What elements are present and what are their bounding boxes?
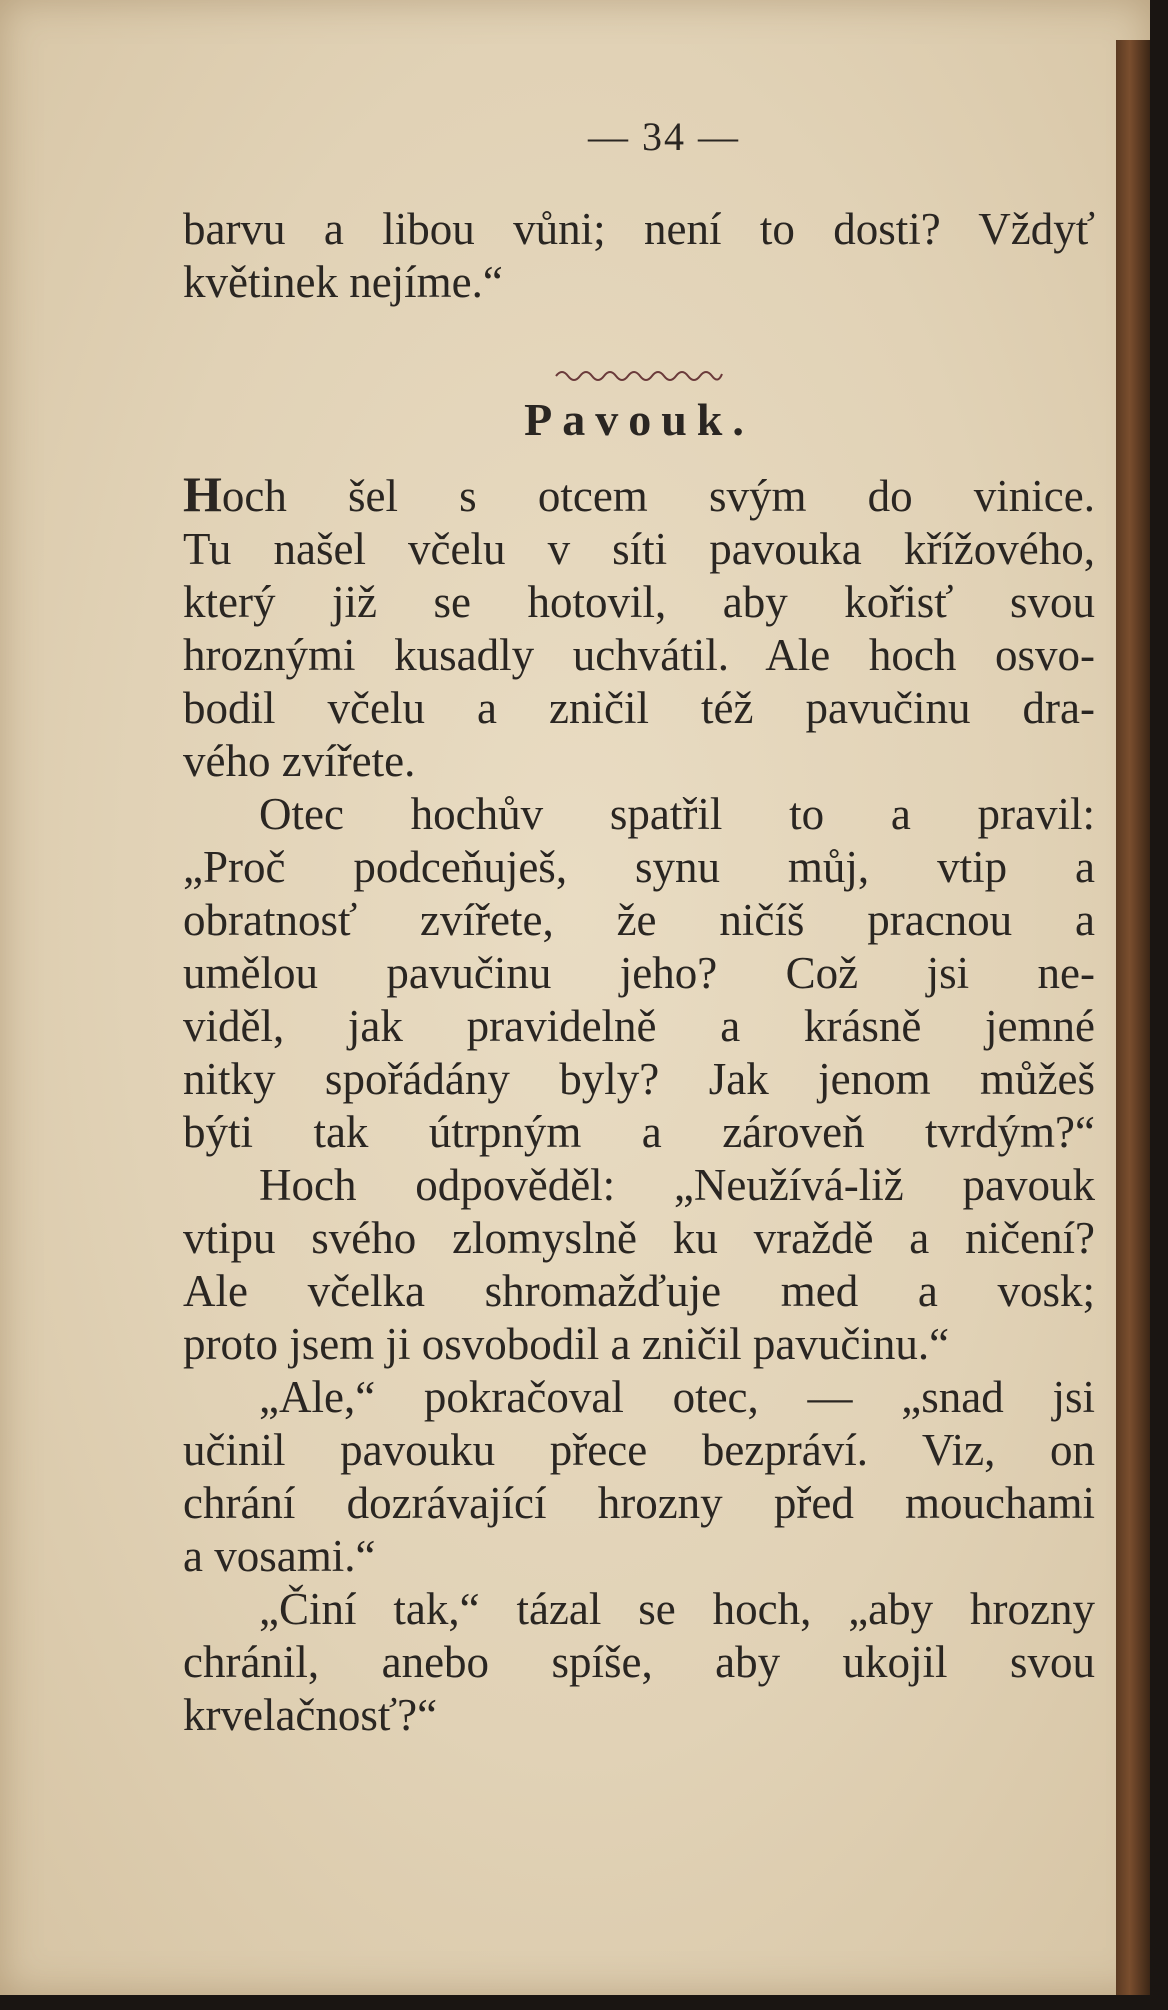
paragraph-line: hroznými kusadly uchvátil. Ale hoch osvo- [183, 630, 1095, 680]
paragraph-line: viděl, jak pravidelně a krásně jemné [183, 1001, 1095, 1051]
paragraph-line: vtipu svého zlomyslně ku vraždě a ničení? [183, 1213, 1095, 1263]
paragraph-line: učinil pavouku přece bezpráví. Viz, on [183, 1425, 1095, 1475]
paragraph-line: „Činí tak,“ tázal se hoch, „aby hrozny [259, 1584, 1095, 1634]
story-title: Pavouk. [524, 394, 754, 445]
paragraph-line: krvelačnosť?“ [183, 1690, 438, 1740]
page-number: — 34 — [588, 114, 740, 159]
paragraph-line: Otec hochův spatřil to a pravil: [259, 789, 1095, 839]
paragraph-line-first [183, 468, 1095, 523]
paragraph-line: který již se hotovil, aby kořisť svou [183, 577, 1095, 627]
paragraph-line: obratnosť zvířete, že ničíš pracnou a [183, 895, 1095, 945]
paragraph-line: bodil včelu a zničil též pavučinu dra- [183, 683, 1095, 733]
page-text [183, 110, 1095, 1742]
paragraph-line: chránil, anebo spíše, aby ukojil svou [183, 1637, 1095, 1687]
intro-line: barvu a libou vůni; není to dosti? Vždyť [183, 204, 1095, 254]
paragraph-line: a vosami.“ [183, 1531, 376, 1581]
paragraph-line: vého zvířete. [183, 736, 416, 786]
paragraph-line: Hoch odpověděl: „Neužívá-liž pavouk [259, 1160, 1095, 1210]
paragraph-line-text: och šel s otcem svým do vinice. [221, 471, 1095, 521]
intro-line: květinek nejíme.“ [183, 257, 503, 307]
paragraph-line: proto jsem ji osvobodil a zničil pavučinu.“ [183, 1319, 950, 1369]
paragraph-line: umělou pavučinu jeho? Což jsi ne- [183, 948, 1095, 998]
paragraph-line: „Proč podceňuješ, synu můj, vtip a [183, 842, 1095, 892]
wavy-line-icon [554, 364, 724, 384]
paragraph-line: Tu našel včelu v síti pavouka křížového, [183, 524, 1095, 574]
paragraph-line: chrání dozrávající hrozny před mouchami [183, 1478, 1095, 1528]
book-spine [1116, 40, 1150, 1995]
paragraph-line: nitky spořádány byly? Jak jenom můžeš [183, 1054, 1095, 1104]
paragraph-line: Ale včelka shromažďuje med a vosk; [183, 1266, 1095, 1316]
wavy-divider-ornament [183, 343, 1095, 363]
paragraph-line: „Ale,“ pokračoval otec, — „snad jsi [259, 1372, 1095, 1422]
paragraph-line: býti tak útrpným a zároveň tvrdým?“ [183, 1107, 1095, 1157]
drop-cap: H [183, 466, 222, 522]
